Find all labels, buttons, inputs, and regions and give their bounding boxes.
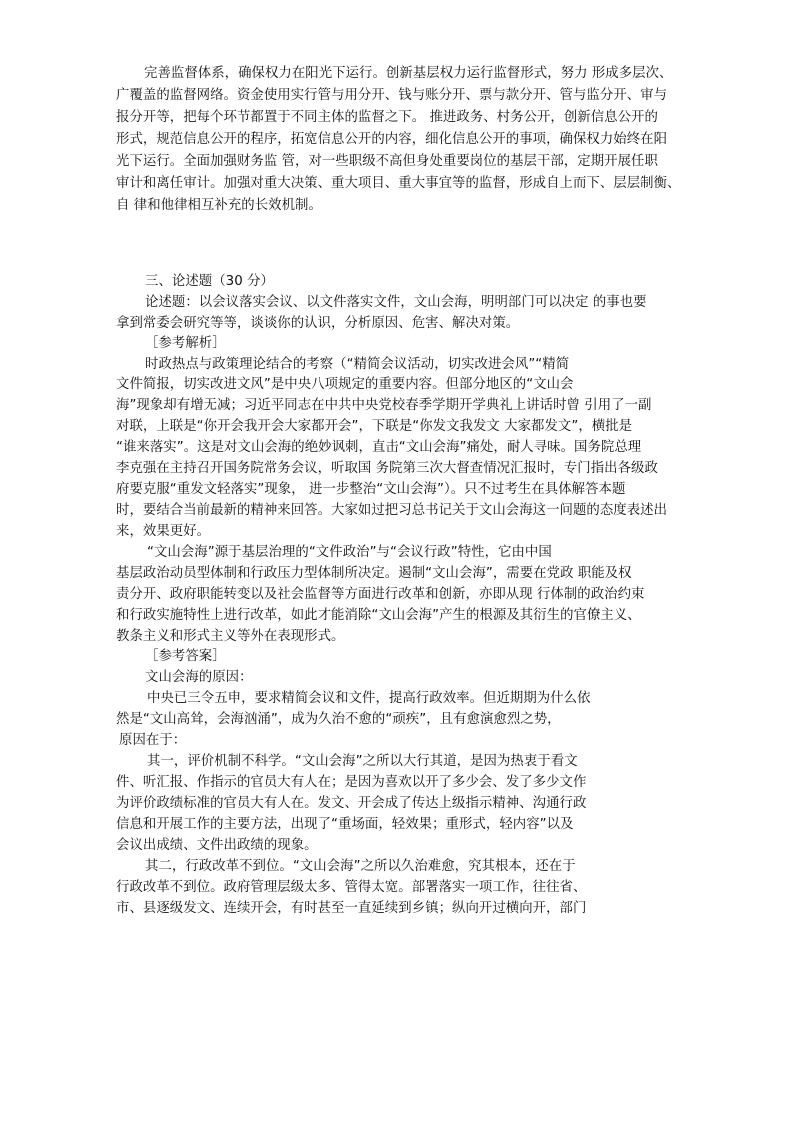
paragraph-line: 中央已三令五申，要求精简会议和文件，提高行政效率。但近期期为什么依 <box>147 691 591 706</box>
question-line: 拿到常委会研究等等，谈谈你的认识，分析原因、危害、解决对策。 <box>116 316 520 331</box>
paragraph-line: 责分开、政府职能转变以及社会监督等方面进行改革和创新，亦即从现 行体制的政治约束 <box>116 587 645 602</box>
paragraph-line: 和行政实施特性上进行改革，如此才能消除“文山会海”产生的根源及其衍生的官僚主义、 <box>116 608 641 623</box>
subheading-reference-analysis: ［参考解析］ <box>145 336 226 351</box>
paragraph-line: 然是“文山高耸，会海汹涌”，成为久治不愈的“顽疾”，且有愈演愈烈之势， <box>116 712 561 727</box>
paragraph-line: 广覆盖的监督网络。资金使用实行管与用分开、钱与账分开、票与款分开、管与监分开、审与 <box>116 88 668 103</box>
question-line: 论述题：以会议落实会议、以文件落实文件，文山会海，明明部门可以决定 的事也要 <box>145 295 647 310</box>
paragraph-line: 原因在于： <box>119 733 187 748</box>
section-heading: 三、论述题（30 分） <box>145 274 274 289</box>
paragraph-line: 时，要结合当前最新的精神来回答。大家如过把习总书记关于文山会海这一问题的态度表述出 <box>116 503 668 518</box>
paragraph-line: 行政改革不到位。政府管理层级太多、管得太宽。部署落实一项工作，往往省、 <box>116 880 587 895</box>
paragraph-line: 审计和离任审计。加强对重大决策、重大项目、重大事宜等的监督，形成自上而下、层层制衡、 <box>116 176 681 191</box>
paragraph-line: 来，效果更好。 <box>116 524 211 539</box>
paragraph-line: 为评价政绩标准的官员大有人在。发文、开会成了传达上级指示精神、沟通行政 <box>116 796 587 811</box>
paragraph-line: 府要克服“重发文轻落实”现象， 进一步整治“文山会海”）。只不过考生在具体解答本题 <box>116 482 626 497</box>
paragraph-line: 光下运行。全面加强财务监 管，对一些职级不高但身处重要岗位的基层干部，定期开展任职 <box>116 154 658 169</box>
paragraph-line: 对联，上联是“你开会我开会大家都开会”，下联是“你发文我发文 大家都发文”，横批是 <box>116 419 633 434</box>
paragraph-line: 李克强在主持召开国务院常务会议，听取国 务院第三次大督查情况汇报时，专门指出各级政 <box>116 461 658 476</box>
paragraph-line: 信息和开展工作的主要方法，出现了“重场面，轻效果；重形式，轻内容”以及 <box>116 817 574 832</box>
paragraph-line: 市、县逐级发文、连续开会，有时甚至一直延续到乡镇；纵向开过横向开，部门 <box>116 901 587 916</box>
paragraph-line: “谁来落实”。这是对文山会海的绝妙讽刺，直击“文山会海”痛处，耐人寻味。国务院总理 <box>116 440 642 455</box>
paragraph-line: 基层政治动员型体制和行政压力型体制所决定。遏制“文山会海”，需要在党政 职能及权 <box>116 566 632 581</box>
subheading-causes: 文山会海的原因： <box>145 670 253 685</box>
paragraph-line: 时政热点与政策理论结合的考察（“精简会议活动，切实改进会风”“精简 <box>145 357 570 372</box>
paragraph-line: 完善监督体系，确保权力在阳光下运行。创新基层权力运行监督形式，努力 形成多层次、 <box>144 66 673 81</box>
paragraph-line: 其二，行政改革不到位。“文山会海”之所以久治难愈，究其根本，还在于 <box>145 859 576 874</box>
paragraph-line: 报分开等，把每个环节都置于不同主体的监督之下。 推进政务、村务公开，创新信息公开的 <box>116 110 658 125</box>
subheading-reference-answer: ［参考答案］ <box>145 649 226 664</box>
paragraph-line: 会议出成绩、文件出政绩的现象。 <box>116 838 318 853</box>
paragraph-line: “文山会海”源于基层治理的“文件政治”与“会议行政”特性，它由中国 <box>147 545 552 560</box>
paragraph-line: 形式，规范信息公开的程序，拓宽信息公开的内容，细化信息公开的事项，确保权力始终在阳 <box>116 132 668 147</box>
paragraph-line: 海”现象却有增无减；习近平同志在中共中央党校春季学期开学典礼上讲话时曾 引用了一副 <box>116 398 652 413</box>
paragraph-line: 文件简报，切实改进文风”是中央八项规定的重要内容。但部分地区的“文山会 <box>116 377 574 392</box>
paragraph-line: 其一，评价机制不科学。“文山会海”之所以大行其道，是因为热衷于看文 <box>147 754 578 769</box>
paragraph-line: 件、听汇报、作指示的官员大有人在；是因为喜欢以开了多少会、发了多少文作 <box>116 775 587 790</box>
paragraph-line: 自 律和他律相互补充的长效机制。 <box>116 198 322 213</box>
paragraph-line: 教条主义和形式主义等外在表现形式。 <box>116 629 345 644</box>
